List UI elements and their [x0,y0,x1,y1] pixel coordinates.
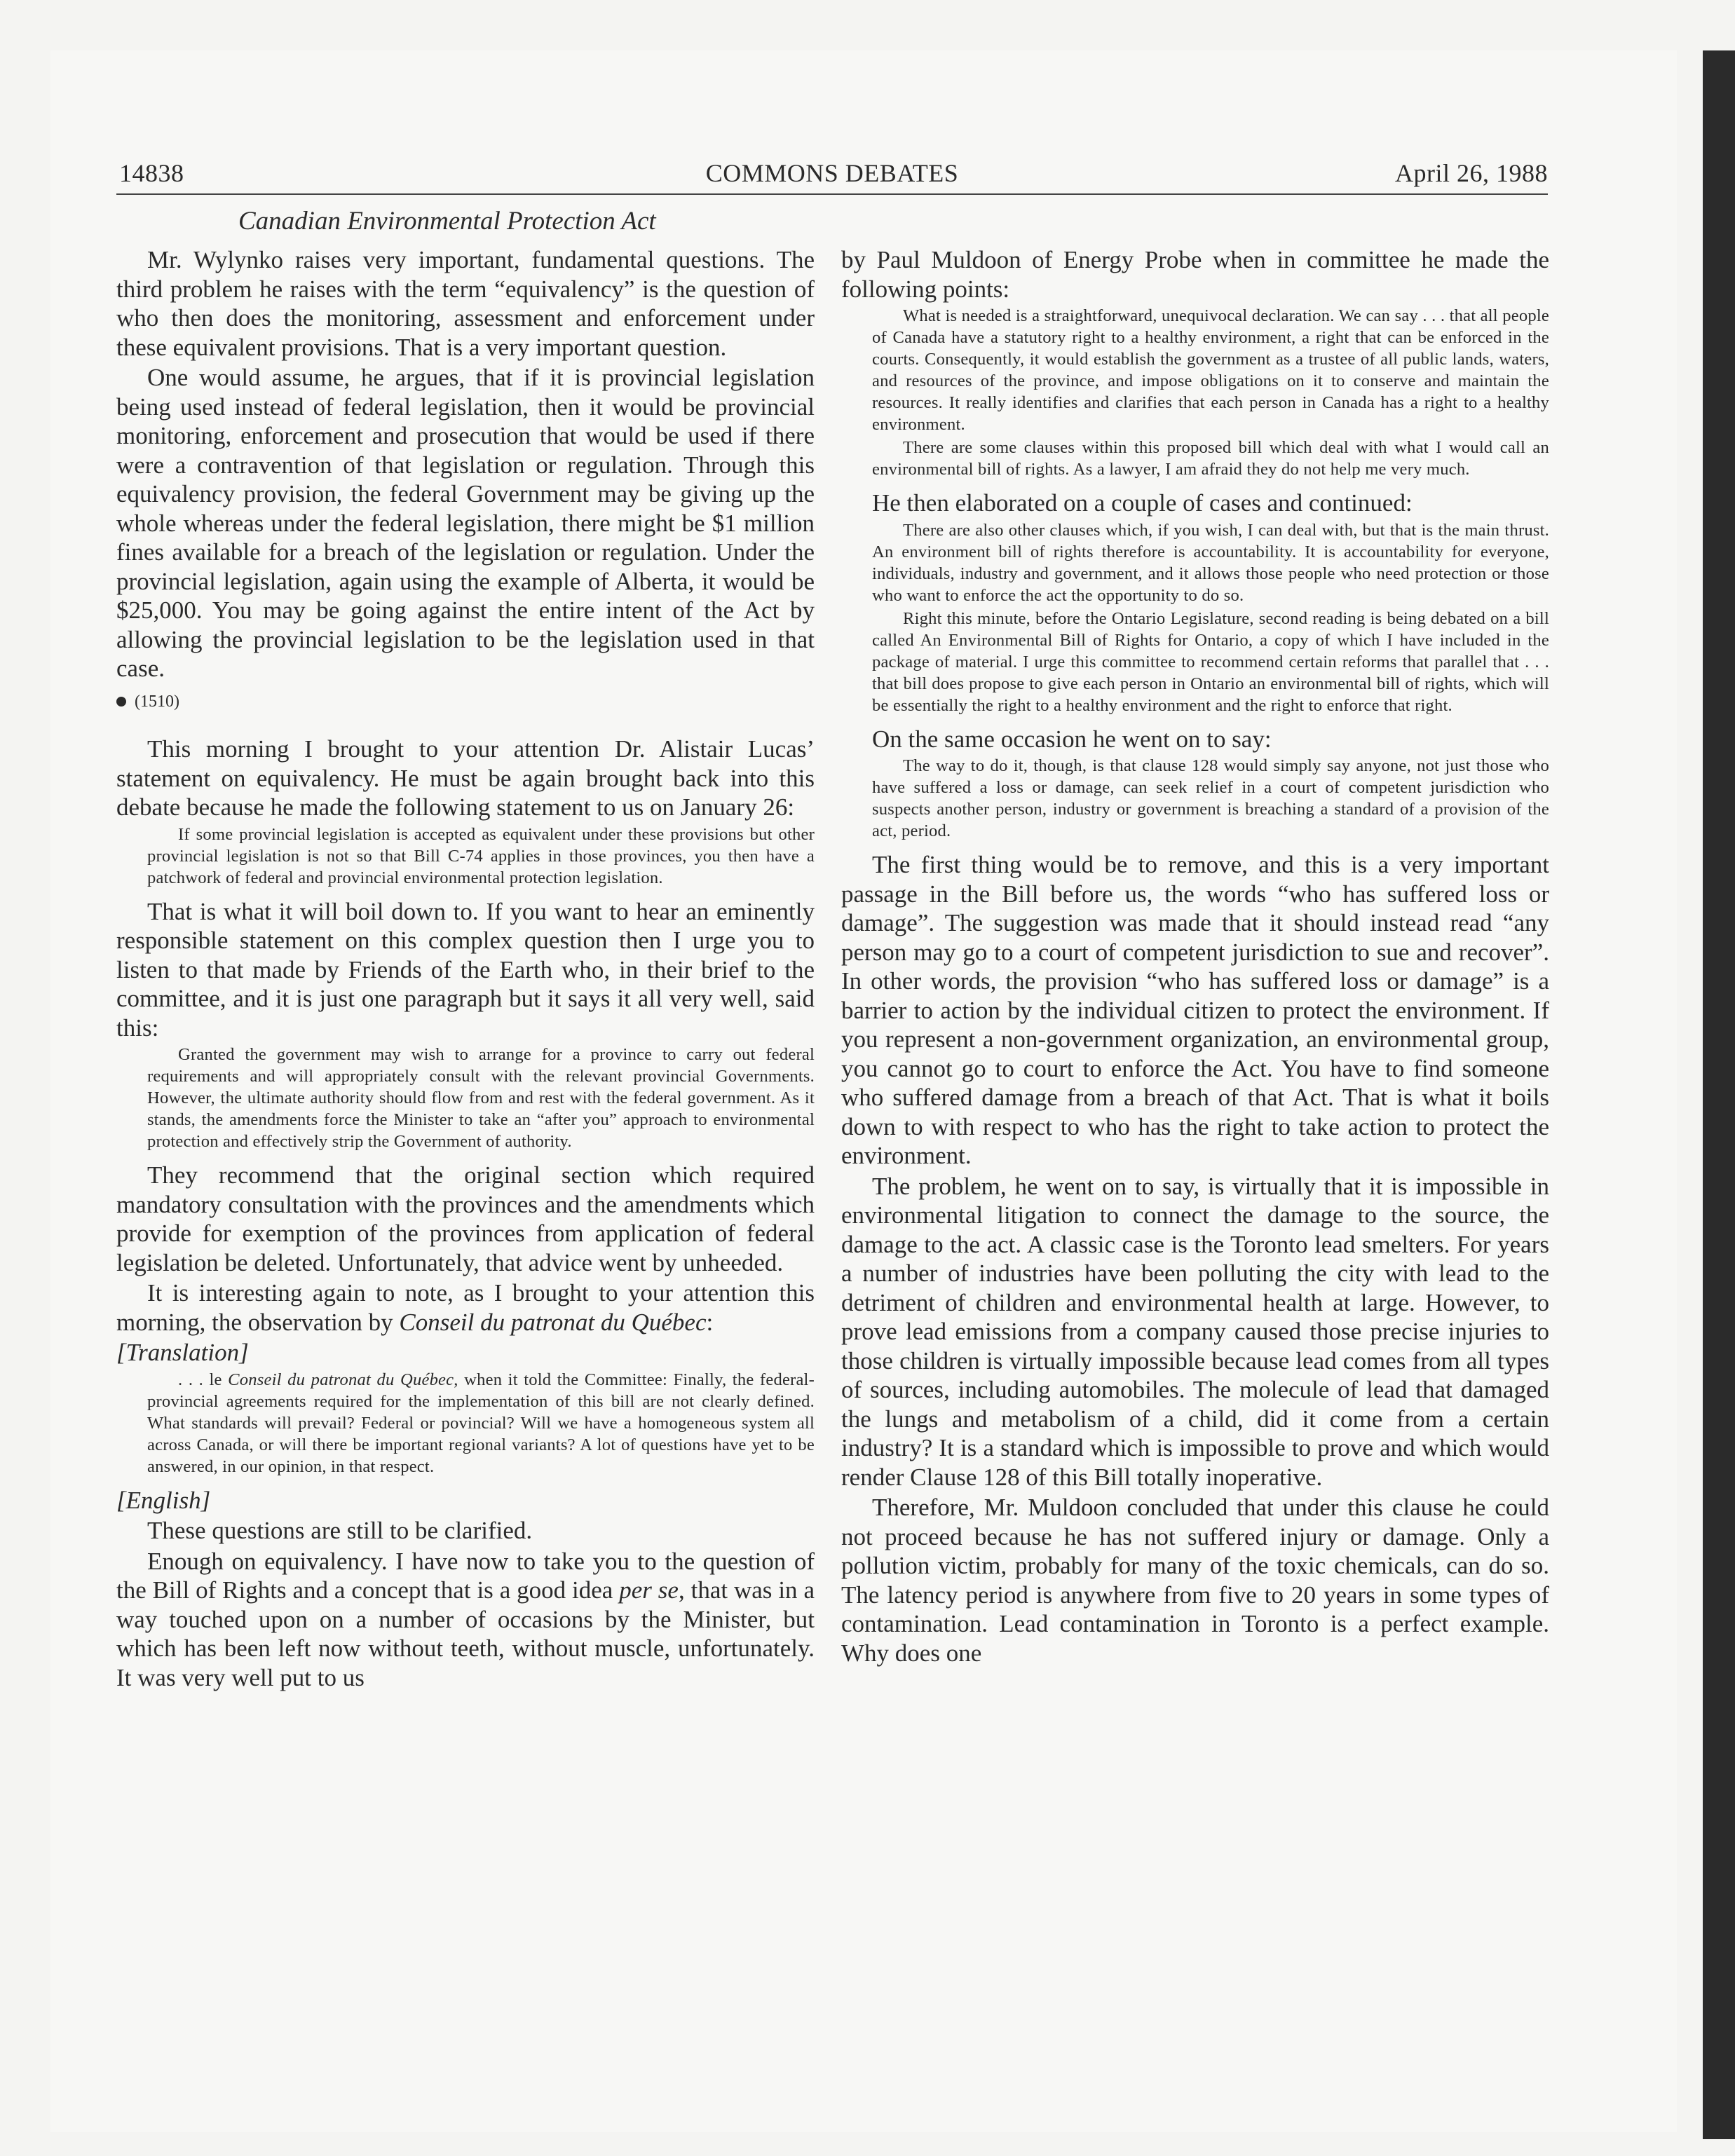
paragraph: They recommend that the original section which required mandatory consultation with the provinces and the amendments which provide for exemption of the provinces from application of federal legislation be deleted. Unfortunately, that advice went by unheeded. [116,1161,815,1276]
time-marker [116,688,815,717]
translation-tag: [Translation] [116,1339,249,1366]
block-quote [841,755,1549,846]
paragraph: This morning I brought to your attention Dr. Alistair Lucas’ statement on equivalency. He must be again brought back into this debate because he made the following statement to us on January 26: [116,735,815,821]
right-column [841,245,1549,1669]
block-quote [116,824,815,893]
italic-term: Conseil du patronat du Québec [399,1308,707,1336]
text-run: It is interesting again to note, as I brought to your attention this morning, the observation by [116,1279,815,1336]
italic-term: per se [619,1576,679,1604]
paragraph: The first thing would be to remove, and this is a very important passage in the Bill before us, the words “who has suffered loss or damage”. The suggestion was made that it should instead read “any person may go to a court of competent jurisdiction to sue and recover”. In other words, the provision “who has suffered loss or damage” is a barrier to action by the individual citizen to protect the environment. If you represent a non-government organization, an environmental group, you cannot go to court to enforce the Act. You have to find someone who suffered damage from a breach of that Act. That is what it boils down to with respect to who has the right to take action to protect the environment. [841,851,1549,1169]
quote-paragraph: There are some clauses within this proposed bill which deal with what I would call an environmental bill of rights. As a lawyer, I am afraid they do not help me very much. [872,438,1549,479]
publication-title: COMMONS DEBATES [705,159,959,187]
text-run: . . . le [178,1370,229,1389]
page-number: 14838 [119,159,184,187]
block-quote [841,305,1549,484]
text-run: , when it told the Committee: Finally, the federal-provincial agreements required for the implementation of this bill are not clearly defined. What standards will prevail? Federal or povincial? Will we have a homogeneous system all across Canada, or will there be important regional variants? A lot of questions have yet to be answered, in our opinion, in that respect. [147,1370,815,1476]
header-date: April 26, 1988 [1395,159,1548,187]
quote-paragraph: Granted the government may wish to arrange for a province to carry out federal requirements and will appropriately consult with the relevant provincial Governments. However, the ultimate authority should flow from and rest with the federal government. As it stands, the amendments force the Minister to take an “after you” approach to environmental protection and effectively strip the Government of authority. [147,1045,815,1151]
paragraph: The problem, he went on to say, is virtually that it is impossible in environmental litigation to connect the damage to the source, the damage to the act. A classic case is the Toronto lead smelters. For years a number of industries have been polluting the city with lead to the detriment of children and environmental health at large. However, to prove lead emissions from a company caused those precise injuries to those children is virtually impossible because lead comes from all types of sources, including automobiles. The molecule of lead that damaged the lungs and metabolism of a child, did it come from a certain industry? It is a standard which is impossible to prove and which would render Clause 128 of this Bill totally inoperative. [841,1172,1549,1491]
paragraph: These questions are still to be clarified. [147,1517,533,1544]
block-quote [116,1369,815,1482]
block-quote [116,1044,815,1157]
text-run: : [706,1308,714,1336]
text-run: , that was in a way touched upon on a number of occasions by the Minister, but which has been left now without teeth, without muscle, unfortunately. It was very well put to us [116,1576,815,1691]
paragraph: Therefore, Mr. Muldoon concluded that under this clause he could not proceed because he has not suffered injury or damage. Only a pollution victim, probably for many of the toxic chemicals, can do so. The latency period is anywhere from five to 20 years in some types of contamination. Lead contamination in Toronto is a perfect example. Why does one [841,1494,1549,1667]
paragraph [116,1278,815,1337]
paragraph: Mr. Wylynko raises very important, fundamental questions. The third problem he raises with the term “equivalency” is the question of who then does the monitoring, assessment and enforcement under these equivalent provisions. That is a very important question. [116,246,815,361]
block-quote [841,519,1549,721]
bullet-icon [116,697,126,707]
quote-paragraph: What is needed is a straightforward, unequivocal declaration. We can say . . . that all people of Canada have a statutory right to a healthy environment, a right that can be enforced in the courts. Consequently, it would establish the government as a trustee of all public lands, waters, and resources of the province, and impose obligations on it to conserve and maintain the resources. It really identifies and clarifies that each person in Canada has a right to a healthy environment. [872,306,1549,434]
quote-paragraph [147,1369,815,1478]
time-stamp: (1510) [135,692,179,711]
italic-term: Conseil du patronat du Québec [228,1370,454,1389]
language-tag: [English] [116,1486,211,1514]
subject-heading: Canadian Environmental Protection Act [238,207,656,236]
paragraph: On the same occasion he went on to say: [872,725,1272,753]
paragraph: That is what it will boil down to. If you want to hear an eminently responsible statement on this complex question then I urge you to listen to that made by Friends of the Earth who, in their brief to the committee, and it is just one paragraph but it says it all very well, said this: [116,897,815,1042]
quote-paragraph: If some provincial legislation is accepted as equivalent under these provisions but other provincial legislation is not so that Bill C-74 applies in those provinces, you then have a patchwork of federal and provincial environmental protection legislation. [147,824,815,887]
left-column [116,245,815,1693]
paragraph: One would assume, he argues, that if it is provincial legislation being used instead of federal legislation, then it would be provincial monitoring, enforcement and prosecution that would be used if there were a contravention of that legislation or regulation. Through this equivalency provision, the federal Government may be giving up the whole whereas under the federal legislation, there might be $1 million fines available for a breach of the legislation or regulation. Under the provincial legislation, again using the example of Alberta, it would be $25,000. You may be going against the entire intent of the Act by allowing the provincial legislation to be the legislation used in that case. [116,364,815,682]
text-run: Enough on equivalency. I have now to take you to the question of the Bill of Rights and a concept that is a good idea [116,1547,815,1604]
scan-binding-edge [1703,50,1735,2139]
quote-paragraph: The way to do it, though, is that clause 128 would simply say anyone, not just those who have suffered a loss or damage, can seek relief in a court of competent jurisdiction who suspects another person, industry or government is breaching a standard of a provision of the act, period. [872,756,1549,840]
quote-paragraph: Right this minute, before the Ontario Legislature, second reading is being debated on a bill called An Environmental Bill of Rights for Ontario, a copy of which I have included in the package of material. I urge this committee to recommend certain reforms that parallel that . . . that bill does propose to give each person in Ontario an environmental bill of rights, which will be essentially the right to a healthy environment and the right to enforce that right. [872,608,1549,715]
paragraph: by Paul Muldoon of Energy Probe when in committee he made the following points: [841,246,1549,303]
paragraph: He then elaborated on a couple of cases and continued: [872,489,1413,517]
quote-paragraph: There are also other clauses which, if you wish, I can deal with, but that is the main thrust. An environment bill of rights therefore is accountability. It is accountability for everyone, individuals, industry and government, and it allows those people who need protection or those who want to enforce the act the opportunity to do so. [872,520,1549,605]
paragraph [116,1547,815,1693]
running-header [116,153,1548,195]
